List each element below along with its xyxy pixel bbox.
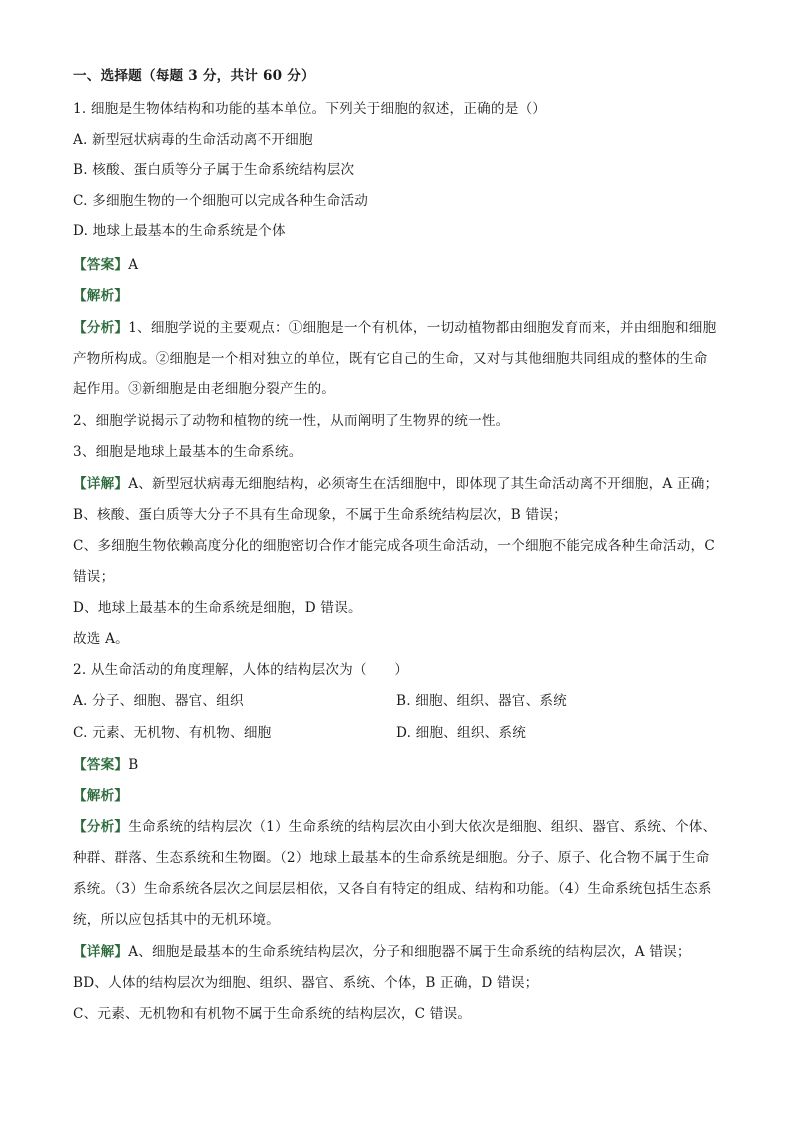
q1-option-d: D. 地球上最基本的生命系统是个体 <box>73 223 286 239</box>
q2-stem: 2. 从生命活动的角度理解，人体的结构层次为（ ） <box>73 662 409 678</box>
q1-xiangjie-line-1 <box>73 475 718 493</box>
q1-option-a: A. 新型冠状病毒的生命活动离不开细胞 <box>73 132 313 148</box>
q1-option-c: C. 多细胞生物的一个细胞可以完成各种生命活动 <box>73 193 369 209</box>
q1-fenxi-line-1 <box>73 319 716 337</box>
q2-xiangjie-line-2: BD、人体的结构层次为细胞、组织、器官、系统、个体，B 正确，D 错误； <box>73 975 539 991</box>
q1-xiangjie-line-4: 错误； <box>73 569 115 585</box>
q2-option-a: A. 分子、细胞、器官、组织 <box>73 693 244 709</box>
q1-fenxi-line-2: 产物所构成。②细胞是一个相对独立的单位，既有它自己的生命，又对与其他细胞共同组成的整体的生命 <box>73 351 708 367</box>
q2-analysis-label: 【解析】 <box>73 788 129 804</box>
q2-option-row-2 <box>73 724 733 742</box>
q2-xiangjie-line-1 <box>73 943 691 961</box>
q1-stem: 1. 细胞是生物体结构和功能的基本单位。下列关于细胞的叙述，正确的是（） <box>73 101 547 117</box>
q1-answer <box>73 256 138 274</box>
q1-option-b: B. 核酸、蛋白质等分子属于生命系统结构层次 <box>73 162 355 178</box>
q2-fenxi-line-1 <box>73 818 716 836</box>
q1-fenxi-line-5: 3、细胞是地球上最基本的生命系统。 <box>73 444 303 460</box>
section-title: 一、选择题（每题 3 分，共计 60 分） <box>73 68 315 84</box>
q2-fenxi-label: 【分析】 <box>73 819 129 835</box>
q2-answer-value: B <box>128 757 139 773</box>
q1-fenxi-line-4: 2、细胞学说揭示了动物和植物的统一性，从而阐明了生物界的统一性。 <box>73 413 510 429</box>
q1-answer-value: A <box>128 257 139 273</box>
q1-conclusion: 故选 A。 <box>73 631 129 647</box>
q2-xiangjie-text-1: A、细胞是最基本的生命系统结构层次，分子和细胞器不属于生命系统的结构层次，A 错误； <box>128 944 691 960</box>
q2-fenxi-line-2: 种群、群落、生态系统和生物圈。（2）地球上最基本的生命系统是细胞。分子、原子、化合物不属于生命 <box>73 850 710 866</box>
q2-fenxi-line-4: 统，所以应包括其中的无机环境。 <box>73 912 280 928</box>
q1-xiangjie-label: 【详解】 <box>73 476 129 492</box>
q2-option-b: B. 细胞、组织、器官、系统 <box>396 693 567 709</box>
q1-xiangjie-line-2: B、核酸、蛋白质等大分子不具有生命现象，不属于生命系统结构层次，B 错误； <box>73 507 567 523</box>
q2-xiangjie-line-3: C、元素、无机物和有机物不属于生命系统的结构层次，C 错误。 <box>73 1006 472 1022</box>
q2-xiangjie-label: 【详解】 <box>73 944 129 960</box>
q2-answer <box>73 756 138 774</box>
q1-analysis-label: 【解析】 <box>73 288 129 304</box>
q1-fenxi-text-1: 1、细胞学说的主要观点：①细胞是一个有机体，一切动植物都由细胞发育而来，并由细胞和细胞 <box>128 320 717 336</box>
q1-fenxi-label: 【分析】 <box>73 320 129 336</box>
q1-answer-label: 【答案】 <box>73 257 129 273</box>
q1-xiangjie-line-3: C、多细胞生物依赖高度分化的细胞密切合作才能完成各项生命活动，一个细胞不能完成各种生命活动，C <box>73 538 715 554</box>
q1-xiangjie-text-1: A、新型冠状病毒无细胞结构，必须寄生在活细胞中，即体现了其生命活动离不开细胞，A 正确； <box>128 476 719 492</box>
q1-fenxi-line-3: 起作用。③新细胞是由老细胞分裂产生的。 <box>73 381 336 397</box>
q2-option-c: C. 元素、无机物、有机物、细胞 <box>73 725 272 741</box>
q2-fenxi-line-3: 系统。（3）生命系统各层次之间层层相依，又各自有特定的组成、结构和功能。（4）生命系统包括生态系 <box>73 881 712 897</box>
q2-option-row-1 <box>73 692 733 710</box>
q2-fenxi-text-1: 生命系统的结构层次（1）生命系统的结构层次由小到大依次是细胞、组织、器官、系统、个体、 <box>128 819 717 835</box>
q1-xiangjie-line-5: D、地球上最基本的生命系统是细胞，D 错误。 <box>73 600 362 616</box>
q2-option-d: D. 细胞、组织、系统 <box>396 725 527 741</box>
q2-answer-label: 【答案】 <box>73 757 129 773</box>
